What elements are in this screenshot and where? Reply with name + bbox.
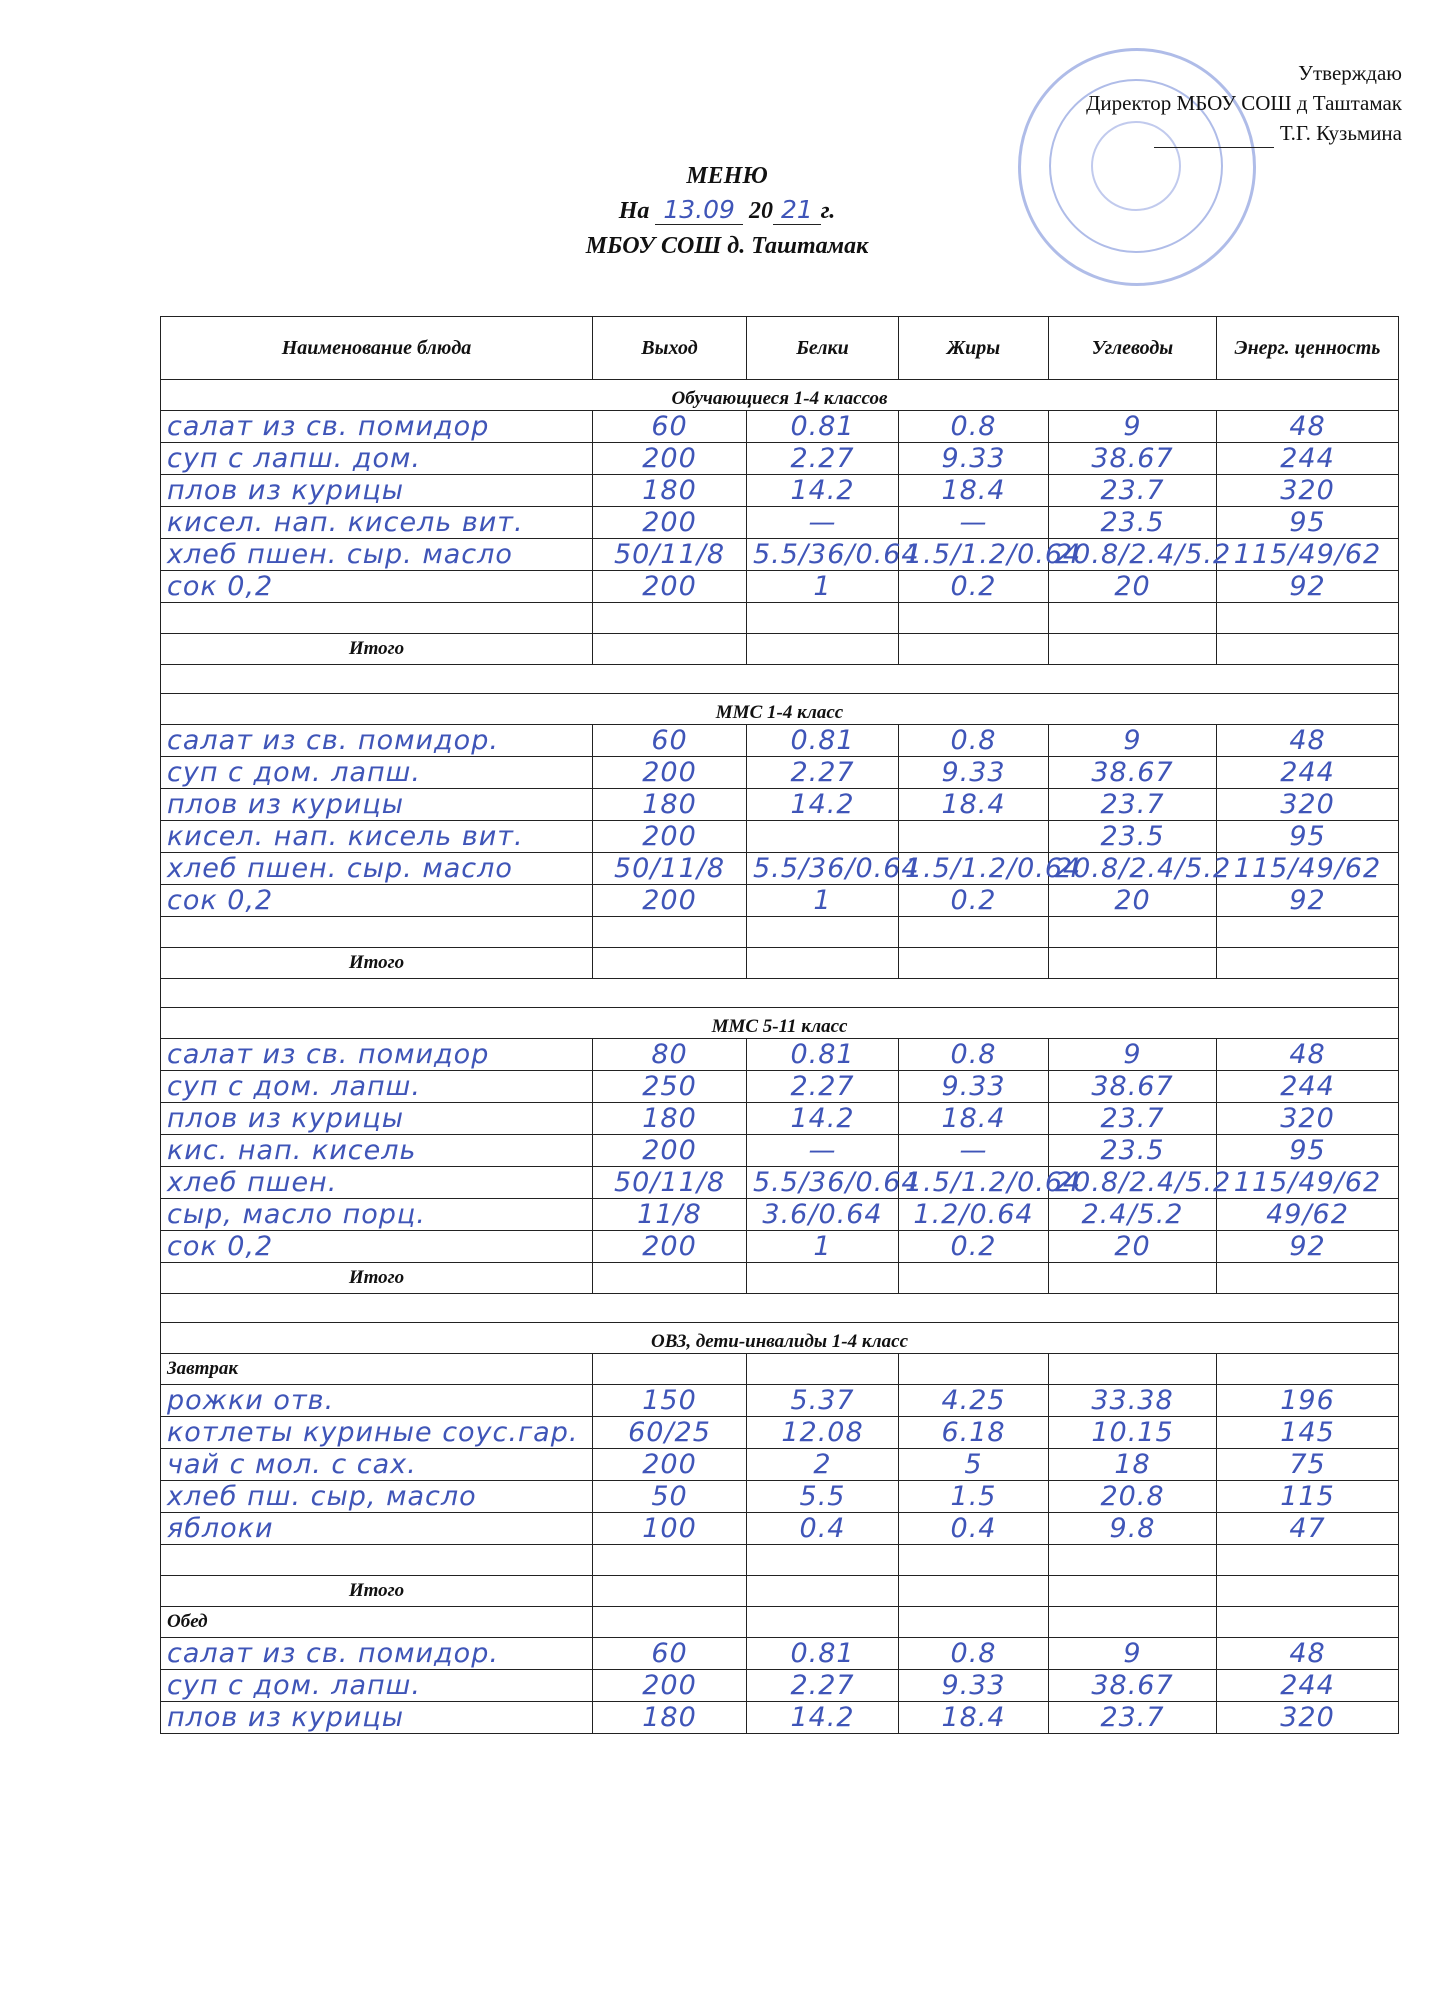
cell: 2.27 [747,443,899,475]
table-row [161,475,1399,507]
cell: 180 [593,475,747,507]
cell: 50/11/8 [593,1167,747,1199]
cell: 18.4 [899,1702,1049,1734]
cell [899,821,1049,853]
dish-name: салат из св. помидор. [161,725,593,757]
table-row [161,1135,1399,1167]
blank-cell [899,1576,1049,1607]
cell: 0.4 [747,1513,899,1545]
cell: 5.5/36/0.64 [747,1167,899,1199]
cell: 60 [593,1638,747,1670]
cell: — [747,1135,899,1167]
cell: 0.81 [747,411,899,443]
cell: 10.15 [1049,1417,1217,1449]
col-energy: Энерг. ценность [1217,317,1399,380]
table-row [161,1702,1399,1734]
section-title: ММС 1-4 класс [161,694,1399,725]
blank-cell [593,1354,747,1385]
cell: 9.33 [899,757,1049,789]
cell: 9.33 [899,443,1049,475]
dish-name: хлеб пшен. сыр. масло [161,853,593,885]
table-row [161,1417,1399,1449]
cell: 47 [1217,1513,1399,1545]
blank-cell [593,1263,747,1294]
blank-cell [1049,1263,1217,1294]
cell: 49/62 [1217,1199,1399,1231]
cell: 9.33 [899,1071,1049,1103]
cell: 14.2 [747,475,899,507]
table-row [161,1670,1399,1702]
cell: 2.27 [747,757,899,789]
dish-name: суп с дом. лапш. [161,757,593,789]
cell: 244 [1217,1670,1399,1702]
cell: 244 [1217,1071,1399,1103]
cell: 115/49/62 [1217,539,1399,571]
cell: 38.67 [1049,757,1217,789]
table-row [161,725,1399,757]
blank-cell [1217,1576,1399,1607]
cell: 48 [1217,725,1399,757]
dish-name: хлеб пшен. сыр. масло [161,539,593,571]
blank-cell [1217,1263,1399,1294]
approval-block [1086,58,1402,148]
blank-cell [593,1545,747,1576]
table-row [161,1071,1399,1103]
blank-cell [1049,1545,1217,1576]
blank-cell [1217,1545,1399,1576]
cell: 180 [593,1103,747,1135]
blank-cell [747,1354,899,1385]
blank-cell [1217,948,1399,979]
table-row [161,1481,1399,1513]
dish-name: плов из курицы [161,1702,593,1734]
blank-cell [593,917,747,948]
cell: 92 [1217,571,1399,603]
cell: 75 [1217,1449,1399,1481]
cell: 0.81 [747,1638,899,1670]
blank-cell [593,948,747,979]
cell: 9 [1049,411,1217,443]
cell: 20 [1049,571,1217,603]
cell: 23.5 [1049,507,1217,539]
cell: 1.2/0.64 [899,1199,1049,1231]
cell: 200 [593,821,747,853]
blank-cell [747,917,899,948]
cell: 9 [1049,1039,1217,1071]
spacer-row [161,665,1399,694]
blank-row [161,917,1399,948]
section-title: Обучающиеся 1-4 классов [161,380,1399,411]
cell: 14.2 [747,789,899,821]
blank-cell [1049,1576,1217,1607]
cell: 0.2 [899,571,1049,603]
table-row [161,757,1399,789]
cell: 23.7 [1049,1702,1217,1734]
cell: 320 [1217,1103,1399,1135]
cell: 4.25 [899,1385,1049,1417]
blank-row [161,1545,1399,1576]
cell: 250 [593,1071,747,1103]
cell: 50/11/8 [593,539,747,571]
cell: 20.8 [1049,1481,1217,1513]
cell: 9.33 [899,1670,1049,1702]
table-row [161,1103,1399,1135]
cell: 200 [593,1231,747,1263]
total-label: Итого [161,948,593,979]
dish-name: салат из св. помидор [161,411,593,443]
table-row [161,1167,1399,1199]
date-year: 21 [773,195,821,225]
dish-name: кисел. нап. кисель вит. [161,507,593,539]
cell: 320 [1217,789,1399,821]
cell: 5.5/36/0.64 [747,853,899,885]
cell: 2.27 [747,1670,899,1702]
col-carbs: Углеводы [1049,317,1217,380]
spacer-row [161,1294,1399,1323]
blank-cell [1217,917,1399,948]
signature-blank [1154,147,1274,148]
cell: 200 [593,571,747,603]
table-row [161,853,1399,885]
cell: 18 [1049,1449,1217,1481]
col-yield: Выход [593,317,747,380]
cell: 200 [593,1670,747,1702]
meal-row [161,1354,1399,1385]
dish-name: кис. нап. кисель [161,1135,593,1167]
section-title: ОВЗ, дети-инвалиды 1-4 класс [161,1323,1399,1354]
cell: 50/11/8 [593,853,747,885]
cell: 95 [1217,821,1399,853]
approval-line-2: Директор МБОУ СОШ д Таштамак [1086,91,1402,115]
spacer-row [161,979,1399,1008]
blank-cell [161,917,593,948]
total-row [161,1263,1399,1294]
cell: 1 [747,1231,899,1263]
cell: 115/49/62 [1217,853,1399,885]
blank-cell [1217,1607,1399,1638]
cell: 20.8/2.4/5.2 [1049,1167,1217,1199]
cell: 5.5 [747,1481,899,1513]
cell: 95 [1217,507,1399,539]
dish-name: салат из св. помидор [161,1039,593,1071]
cell: 0.8 [899,1039,1049,1071]
blank-cell [1049,634,1217,665]
cell: 20 [1049,1231,1217,1263]
cell: 2.4/5.2 [1049,1199,1217,1231]
cell: 9.8 [1049,1513,1217,1545]
cell: 95 [1217,1135,1399,1167]
dish-name: суп с дом. лапш. [161,1670,593,1702]
cell: 0.2 [899,1231,1049,1263]
cell: 23.7 [1049,1103,1217,1135]
date-day: 13.09 [655,195,743,225]
cell: 20 [1049,885,1217,917]
blank-cell [593,1576,747,1607]
cell: 0.8 [899,725,1049,757]
blank-cell [747,1545,899,1576]
table-row [161,507,1399,539]
cell: 1.5 [899,1481,1049,1513]
total-row [161,1576,1399,1607]
blank-cell [161,1545,593,1576]
cell: 1.5/1.2/0.64 [899,853,1049,885]
total-label: Итого [161,1263,593,1294]
dish-name: рожки отв. [161,1385,593,1417]
dish-name: сок 0,2 [161,885,593,917]
cell: 0.81 [747,725,899,757]
cell: 20.8/2.4/5.2 [1049,539,1217,571]
blank-cell [899,917,1049,948]
total-label: Итого [161,634,593,665]
table-row [161,885,1399,917]
blank-cell [593,603,747,634]
cell: 5 [899,1449,1049,1481]
cell: 2 [747,1449,899,1481]
blank-cell [899,1545,1049,1576]
blank-cell [593,634,747,665]
menu-date [0,194,1454,227]
cell: 196 [1217,1385,1399,1417]
table-row [161,571,1399,603]
cell: — [899,507,1049,539]
table-row [161,1638,1399,1670]
header-row [161,317,1399,380]
cell: 23.7 [1049,475,1217,507]
cell: 200 [593,1449,747,1481]
menu-title: МЕНЮ [686,163,768,189]
spacer-cell [161,1294,1399,1323]
cell: 5.5/36/0.64 [747,539,899,571]
table-row [161,1513,1399,1545]
table-row [161,1231,1399,1263]
cell: 1 [747,571,899,603]
table-row [161,821,1399,853]
blank-cell [899,948,1049,979]
cell: 92 [1217,1231,1399,1263]
cell: 14.2 [747,1702,899,1734]
table-row [161,411,1399,443]
cell: 200 [593,507,747,539]
cell: 12.08 [747,1417,899,1449]
blank-row [161,603,1399,634]
cell: 23.7 [1049,789,1217,821]
blank-cell [1049,1354,1217,1385]
dish-name: сыр, масло порц. [161,1199,593,1231]
blank-cell [747,948,899,979]
cell: 11/8 [593,1199,747,1231]
cell: 200 [593,757,747,789]
blank-cell [899,1263,1049,1294]
col-protein: Белки [747,317,899,380]
cell: 20.8/2.4/5.2 [1049,853,1217,885]
blank-cell [1049,1607,1217,1638]
blank-cell [593,1607,747,1638]
cell: 48 [1217,411,1399,443]
dish-name: плов из курицы [161,789,593,821]
cell: 60 [593,725,747,757]
blank-cell [899,634,1049,665]
cell: 180 [593,789,747,821]
blank-cell [747,1607,899,1638]
cell: 60/25 [593,1417,747,1449]
spacer-cell [161,979,1399,1008]
blank-cell [899,1607,1049,1638]
cell: — [899,1135,1049,1167]
cell: — [747,507,899,539]
approval-line-1: Утверждаю [1298,61,1402,85]
table-row [161,539,1399,571]
blank-cell [161,603,593,634]
cell: 48 [1217,1039,1399,1071]
blank-cell [1217,603,1399,634]
cell: 180 [593,1702,747,1734]
spacer-cell [161,665,1399,694]
cell: 115 [1217,1481,1399,1513]
table-row [161,443,1399,475]
cell: 244 [1217,757,1399,789]
dish-name: чай с мол. с сах. [161,1449,593,1481]
cell: 38.67 [1049,1670,1217,1702]
date-suffix: г. [820,198,836,224]
blank-cell [1049,917,1217,948]
table-row [161,789,1399,821]
cell: 0.2 [899,885,1049,917]
cell: 9 [1049,725,1217,757]
cell: 0.81 [747,1039,899,1071]
dish-name: хлеб пш. сыр, масло [161,1481,593,1513]
blank-cell [747,634,899,665]
blank-cell [1217,1354,1399,1385]
cell: 200 [593,885,747,917]
cell: 1.5/1.2/0.64 [899,1167,1049,1199]
cell: 48 [1217,1638,1399,1670]
cell: 100 [593,1513,747,1545]
cell: 92 [1217,885,1399,917]
cell: 18.4 [899,1103,1049,1135]
cell: 200 [593,443,747,475]
cell: 38.67 [1049,443,1217,475]
table-row [161,1039,1399,1071]
cell: 145 [1217,1417,1399,1449]
breakfast-label: Завтрак [161,1354,593,1385]
cell: 5.37 [747,1385,899,1417]
cell: 60 [593,411,747,443]
cell: 1 [747,885,899,917]
cell [747,821,899,853]
col-fat: Жиры [899,317,1049,380]
cell: 50 [593,1481,747,1513]
blank-cell [1217,634,1399,665]
total-label: Итого [161,1576,593,1607]
cell: 38.67 [1049,1071,1217,1103]
blank-cell [747,1576,899,1607]
cell: 18.4 [899,475,1049,507]
dish-name: плов из курицы [161,475,593,507]
cell: 320 [1217,1702,1399,1734]
total-row [161,948,1399,979]
meal-row [161,1607,1399,1638]
cell: 3.6/0.64 [747,1199,899,1231]
cell: 2.27 [747,1071,899,1103]
col-name: Наименование блюда [161,317,593,380]
cell: 18.4 [899,789,1049,821]
menu-table [160,316,1399,1734]
date-prefix: На [618,198,650,224]
dish-name: сок 0,2 [161,571,593,603]
dish-name: салат из св. помидор. [161,1638,593,1670]
table-row [161,1199,1399,1231]
section-title: ММС 5-11 класс [161,1008,1399,1039]
table-row [161,1385,1399,1417]
cell: 320 [1217,475,1399,507]
dish-name: хлеб пшен. [161,1167,593,1199]
dish-name: кисел. нап. кисель вит. [161,821,593,853]
blank-cell [1049,948,1217,979]
cell: 23.5 [1049,821,1217,853]
cell: 33.38 [1049,1385,1217,1417]
dish-name: сок 0,2 [161,1231,593,1263]
dish-name: плов из курицы [161,1103,593,1135]
cell: 1.5/1.2/0.64 [899,539,1049,571]
lunch-label: Обед [161,1607,593,1638]
cell: 150 [593,1385,747,1417]
cell: 6.18 [899,1417,1049,1449]
blank-cell [1049,603,1217,634]
dish-name: яблоки [161,1513,593,1545]
dish-name: котлеты куриные соус.гар. [161,1417,593,1449]
dish-name: суп с дом. лапш. [161,1071,593,1103]
table-row [161,1449,1399,1481]
cell: 200 [593,1135,747,1167]
cell: 0.8 [899,411,1049,443]
cell: 14.2 [747,1103,899,1135]
blank-cell [747,603,899,634]
blank-cell [899,1354,1049,1385]
approval-signature-line [1086,118,1402,148]
cell: 0.8 [899,1638,1049,1670]
cell: 244 [1217,443,1399,475]
approval-line-3: Т.Г. Кузьмина [1279,121,1402,145]
dish-name: суп с лапш. дом. [161,443,593,475]
cell: 9 [1049,1638,1217,1670]
blank-cell [747,1263,899,1294]
blank-cell [899,603,1049,634]
total-row [161,634,1399,665]
cell: 115/49/62 [1217,1167,1399,1199]
cell: 80 [593,1039,747,1071]
cell: 23.5 [1049,1135,1217,1167]
cell: 0.4 [899,1513,1049,1545]
date-mid: 20 [748,198,773,224]
school-name: МБОУ СОШ д. Таштамак [585,233,869,259]
